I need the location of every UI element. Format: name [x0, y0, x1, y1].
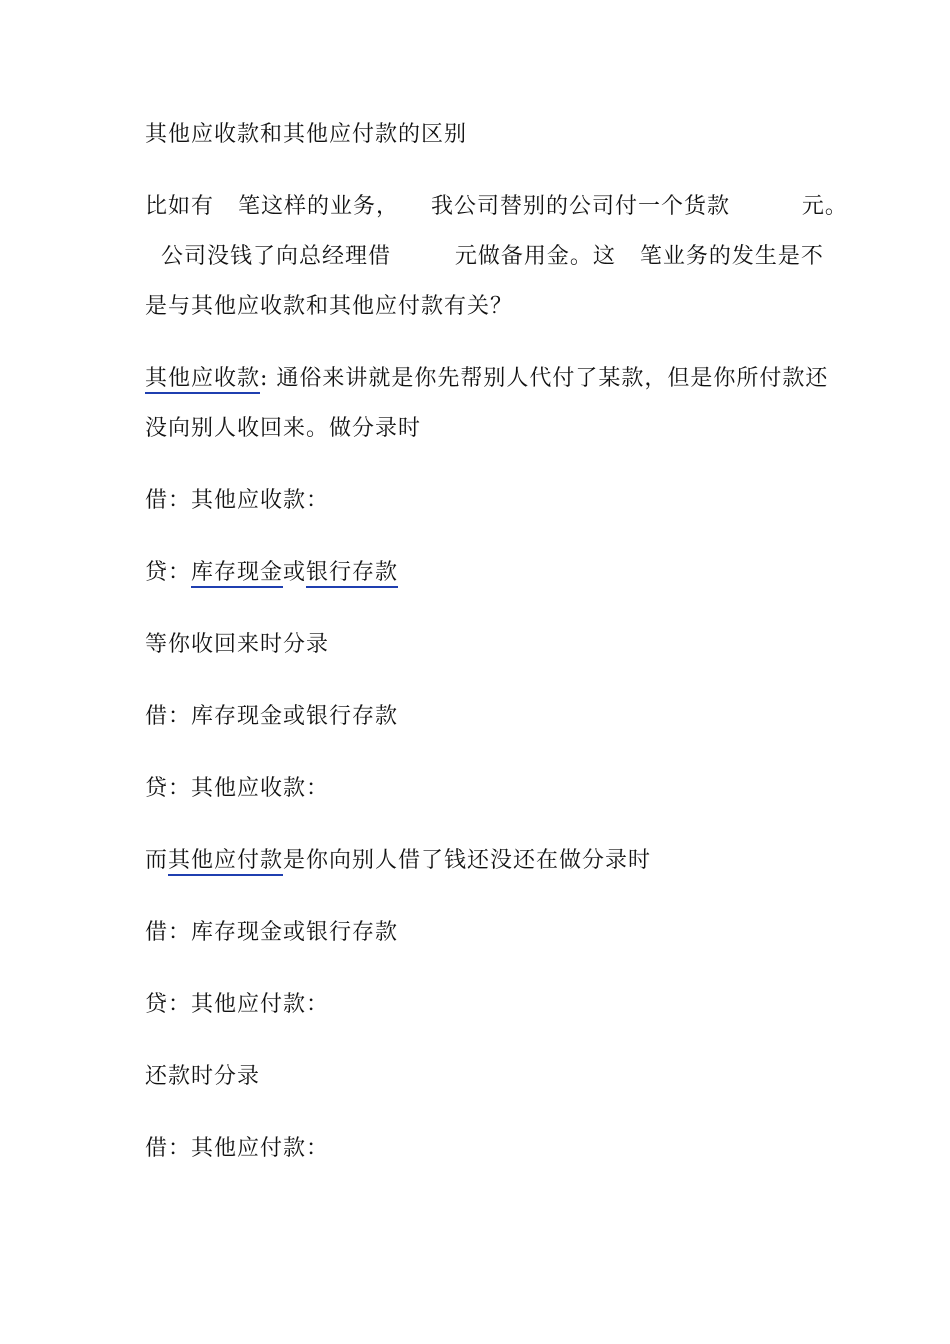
payable-entry1-debit: 借：库存现金或银行存款	[145, 920, 399, 945]
receivable-definition-line-1	[145, 364, 828, 394]
payable-term-link[interactable]: 其他应付款	[168, 848, 283, 876]
question-line-1: 比如有 笔这样的业务， 我公司替别的公司付一个货款 元。	[145, 194, 848, 219]
receivable-term-link[interactable]: 其他应收款	[145, 366, 260, 394]
credit-prefix: 贷：	[145, 560, 192, 585]
receivable-recover-label: 等你收回来时分录	[145, 632, 330, 657]
receivable-entry1-debit: 借：其他应收款：	[145, 488, 330, 513]
receivable-entry2-debit: 借：库存现金或银行存款	[145, 704, 399, 729]
bank-deposit-link[interactable]: 银行存款	[306, 560, 398, 588]
payable-definition-text: 是你向别人借了钱还没还在做分录时	[283, 848, 652, 873]
receivable-definition-line-2: 没向别人收回来。做分录时	[145, 416, 422, 441]
payable-definition-line	[145, 846, 651, 876]
or-text: 或	[283, 560, 307, 585]
document-title: 其他应收款和其他应付款的区别	[145, 122, 468, 147]
question-line-3: 是与其他应收款和其他应付款有关？	[145, 294, 514, 319]
receivable-entry1-credit	[145, 558, 398, 588]
cash-on-hand-link[interactable]: 库存现金	[191, 560, 283, 588]
payable-prefix: 而	[145, 848, 169, 873]
payable-entry1-credit: 贷：其他应付款：	[145, 992, 330, 1017]
payable-entry2-debit: 借：其他应付款：	[145, 1136, 330, 1161]
receivable-entry2-credit: 贷：其他应收款：	[145, 776, 330, 801]
receivable-definition-text: : 通俗来讲就是你先帮别人代付了某款，但是你所付款还	[260, 366, 829, 391]
payable-repay-label: 还款时分录	[145, 1064, 261, 1089]
question-line-2: 公司没钱了向总经理借 元做备用金。这 笔业务的发生是不	[145, 244, 824, 269]
